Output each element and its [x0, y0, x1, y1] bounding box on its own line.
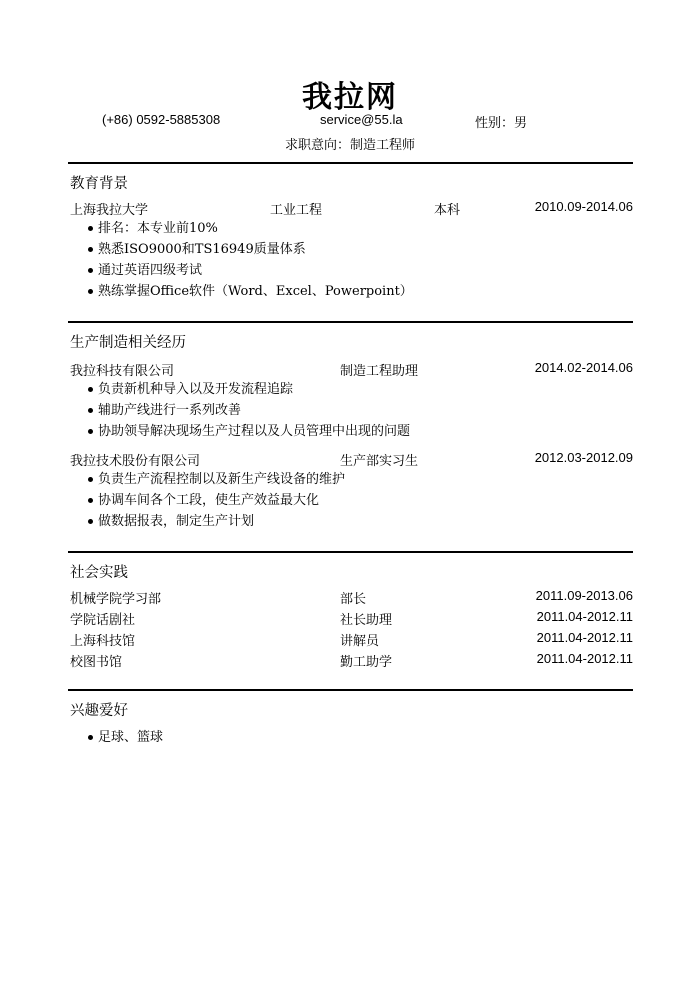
list-item: 通过英语四级考试: [68, 260, 633, 281]
list-item: 足球、篮球: [68, 727, 633, 748]
major: 工业工程: [270, 203, 323, 218]
date-range: 2012.03-2012.09: [534, 450, 633, 465]
org-name: 上海科技馆: [70, 634, 136, 649]
org-name: 机械学院学习部: [70, 592, 162, 607]
list-item: 熟练掌握Office软件（Word、Excel、Powerpoint）: [68, 281, 633, 302]
section-divider: [68, 162, 633, 164]
list-item: 辅助产线进行一系列改善: [68, 400, 633, 421]
education-section: [68, 162, 633, 302]
candidate-name: 我拉网: [302, 80, 398, 115]
contact-email: service@55.la: [320, 112, 403, 127]
org-role: 社长助理: [340, 613, 393, 628]
date-range: 2011.04-2012.11: [536, 609, 633, 624]
table-row: [68, 607, 633, 628]
school-name: 上海我拉大学: [70, 203, 149, 218]
date-range: 2011.04-2012.11: [536, 630, 633, 645]
degree: 本科: [434, 203, 461, 218]
list-item: 负责新机种导入以及开发流程追踪: [68, 379, 633, 400]
table-row: [68, 649, 633, 670]
job-role: 生产部实习生: [340, 454, 419, 469]
table-row: [68, 628, 633, 649]
org-name: 校图书馆: [70, 655, 123, 670]
company-name: 我拉技术股份有限公司: [70, 454, 201, 469]
list-item: 熟悉ISO9000和TS16949质量体系: [68, 239, 633, 260]
education-bullets: [68, 218, 633, 302]
org-role: 勤工助学: [340, 655, 393, 670]
social-section: [68, 551, 633, 670]
section-divider: [68, 689, 633, 691]
education-row: [68, 197, 633, 218]
job-role: 制造工程助理: [340, 364, 419, 379]
list-item: 协助领导解决现场生产过程以及人员管理中出现的问题: [68, 421, 633, 442]
job-row: [68, 448, 633, 469]
hobby-bullets: [68, 727, 633, 748]
job-objective: 求职意向：制造工程师: [284, 138, 415, 153]
section-title: 兴趣爱好: [70, 703, 128, 719]
org-name: 学院话剧社: [70, 613, 136, 628]
table-row: [68, 586, 633, 607]
section-divider: [68, 321, 633, 323]
org-role: 讲解员: [340, 634, 380, 649]
date-range: 2010.09-2014.06: [534, 199, 633, 214]
date-range: 2011.04-2012.11: [536, 651, 633, 666]
list-item: 做数据报表，制定生产计划: [68, 511, 633, 532]
job-bullets: [68, 379, 633, 442]
list-item: 负责生产流程控制以及新生产线设备的维护: [68, 469, 633, 490]
date-range: 2011.09-2013.06: [535, 588, 633, 603]
job-row: [68, 358, 633, 379]
contact-phone: (+86) 0592-5885308: [102, 112, 221, 127]
section-title: 生产制造相关经历: [70, 335, 186, 351]
section-divider: [68, 551, 633, 553]
contact-gender: 性别：男: [475, 116, 528, 131]
experience-section: [68, 321, 633, 532]
list-item: 排名：本专业前10%: [68, 218, 633, 239]
section-title: 教育背景: [70, 176, 128, 192]
hobbies-section: [68, 689, 633, 748]
company-name: 我拉科技有限公司: [70, 364, 175, 379]
job-bullets: [68, 469, 633, 532]
date-range: 2014.02-2014.06: [534, 360, 633, 375]
list-item: 协调车间各个工段，使生产效益最大化: [68, 490, 633, 511]
org-role: 部长: [340, 592, 367, 607]
section-title: 社会实践: [70, 565, 128, 581]
